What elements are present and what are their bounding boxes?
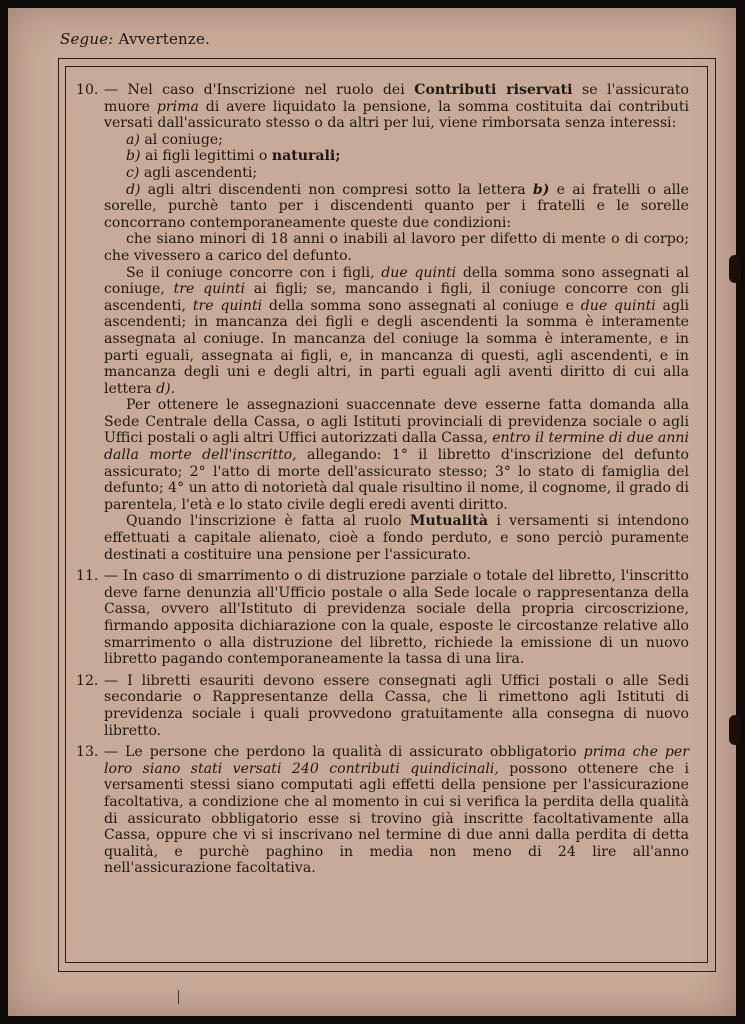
paragraph: che siano minori di 18 anni o inabili al lavoro per difetto di mente o di corpo; che vivessero a carico del defunto.: [104, 231, 689, 264]
section-11: [68, 568, 689, 668]
text-run-bold: b): [532, 181, 550, 198]
text-run-italic: due quinti: [580, 297, 656, 314]
text-run-italic: prima: [156, 98, 199, 115]
list-letter: a): [126, 131, 140, 148]
beneficiary-list: [68, 132, 689, 232]
text-run-italic: tre quinti: [192, 297, 263, 314]
paragraph: — In caso di smarrimento o di distruzione parziale o totale del libretto, l'inscritto deve farne denunzia all'Ufficio postale o alla Sede locale o rappresentanza della Cassa, ovvero all'Istituto di previdenza sociale della propria circoscrizione, firmando apposita dichiarazione con la quale, esposte le circostanze relative allo smarrimento o alla distruzione del libretto, richiede la emissione di un nuovo libretto pagando contemporaneamente la tassa di una lira.: [104, 568, 689, 668]
binding-hole: [729, 255, 741, 283]
text-run-italic: entro il termine di due anni dalla morte dell'inscritto,: [104, 430, 689, 464]
paragraph: [104, 744, 689, 877]
section-number: 10.: [76, 82, 99, 98]
document-body: [68, 82, 689, 877]
text-run: Se il coniuge concorre con i figli,: [126, 264, 382, 281]
list-letter: c): [126, 164, 140, 181]
paragraph: [104, 513, 689, 563]
text-run: se l'assicurato muore: [104, 82, 689, 115]
section-number: 12.: [76, 672, 99, 689]
paragraph-block: [68, 231, 689, 563]
list-letter: d): [126, 181, 141, 198]
text-run-bold: Mutualità: [409, 513, 488, 530]
text-run: e ai fratelli o alle sorelle, purchè tanto per i discendenti quanto per i fratelli e le sorelle concorrano contemporaneamente queste due condizioni:: [104, 181, 689, 231]
text-run: possono ottenere che i versamenti stessi siano computati agli effetti della pensione per l'assicurazione facoltativa, a condizione che al momento in cui si verifica la perdita della qualità di assicurato obbligatorio esse si trovino già inscritte facoltativamente alla Cassa, oppure che vi si inscrivano nel termine di due anni dalla perdita di detta qualità, e purchè paghino in media non meno di 24 lire all'anno nell'assicurazione facoltativa.: [104, 760, 689, 877]
binding-hole: [729, 715, 741, 745]
text-run: Per ottenere le assegnazioni suaccennate deve esserne fatta domanda alla Sede Centrale della Cassa, o agli Istituti provinciali di previdenza sociale o agli Uffici postali o agli altri Uffici autorizzati dalla Cassa,: [104, 397, 689, 447]
paragraph: — I libretti esauriti devono essere consegnati agli Uffici postali o alle Sedi secondarie o Rappresentanze della Cassa, che li rimettono agli Istituti di previdenza sociale i quali provvedono gratuitamente alla consegna di nuovo libretto.: [104, 672, 689, 739]
text-run-italic: prima che per loro siano stati versati 240 contributi quindicinali,: [104, 744, 690, 777]
text-run: allegando: 1° il libretto d'inscrizione del defunto assicurato; 2° l'atto di morte dell'assicurato stesso; 3° lo stato di famiglia del defunto; 4° un atto di notorietà dal quale risultino il nome, il cognome, il grado di parentela, l'età e lo stato civile degli eredi aventi diritto.: [104, 447, 689, 513]
text-run-italic: tre quinti: [173, 281, 245, 298]
text-run-bold: naturali;: [271, 148, 341, 165]
list-item: [68, 182, 689, 232]
text-run: al coniuge;: [139, 131, 223, 148]
text-run: — Le persone che perdono la qualità di assicurato obbligatorio: [104, 744, 584, 761]
text-run-bold: Contributi riservati: [414, 82, 573, 98]
text-run: i versamenti si intendono effettuati a capitale alienato, cioè a fondo perduto, e sono perciò puramente destinati a costituire una pensione per l'assicurato.: [104, 513, 690, 563]
text-run: di avere liquidato la pensione, la somma costituita dai contributi versati dall'assicurato stesso o da altri per lui, viene rimborsata senza interessi:: [104, 98, 690, 132]
list-item: [104, 132, 689, 149]
section-number: 11.: [76, 568, 99, 585]
text-run: ai figli; se, mancando i figli, il coniuge concorre con gli ascendenti,: [104, 281, 689, 314]
text-run: agli ascendenti;: [139, 164, 258, 181]
text-run: Quando l'inscrizione è fatta al ruolo: [126, 513, 410, 530]
list-item: [104, 148, 689, 165]
header-title: Avvertenze.: [118, 30, 211, 48]
section-10: [68, 82, 689, 132]
paragraph: [104, 265, 689, 398]
list-item: [104, 165, 689, 182]
paragraph: [104, 82, 689, 132]
text-run: ai figli legittimi o: [140, 148, 272, 165]
section-number: 13.: [76, 744, 99, 761]
text-run: della somma sono assegnati al coniuge,: [104, 264, 689, 298]
text-run: agli ascendenti; in mancanza dei figli e degli ascendenti la somma è interamente assegnata al coniuge. In mancanza del coniuge la somma è interamente, e in parti eguali, assegnata ai figli, e, in mancanza di questi, agli ascendenti, e in mancanza degli uni e degli altri, in parti eguali agli aventi diritto di cui alla lettera: [104, 297, 689, 397]
text-run-italic: d).: [156, 380, 176, 397]
text-run: della somma sono assegnati al coniuge e: [262, 297, 581, 314]
paper-mark: [178, 990, 179, 1004]
page-header: [60, 30, 210, 48]
text-run: agli altri discendenti non compresi sotto la lettera: [140, 181, 533, 198]
list-letter: b): [126, 148, 141, 165]
section-12: [68, 673, 689, 739]
text-run: — Nel caso d'Inscrizione nel ruolo dei: [104, 82, 415, 98]
text-run-italic: due quinti: [381, 264, 457, 281]
paragraph: [104, 397, 689, 513]
section-13: [68, 744, 689, 877]
header-segue: Segue:: [60, 30, 114, 48]
